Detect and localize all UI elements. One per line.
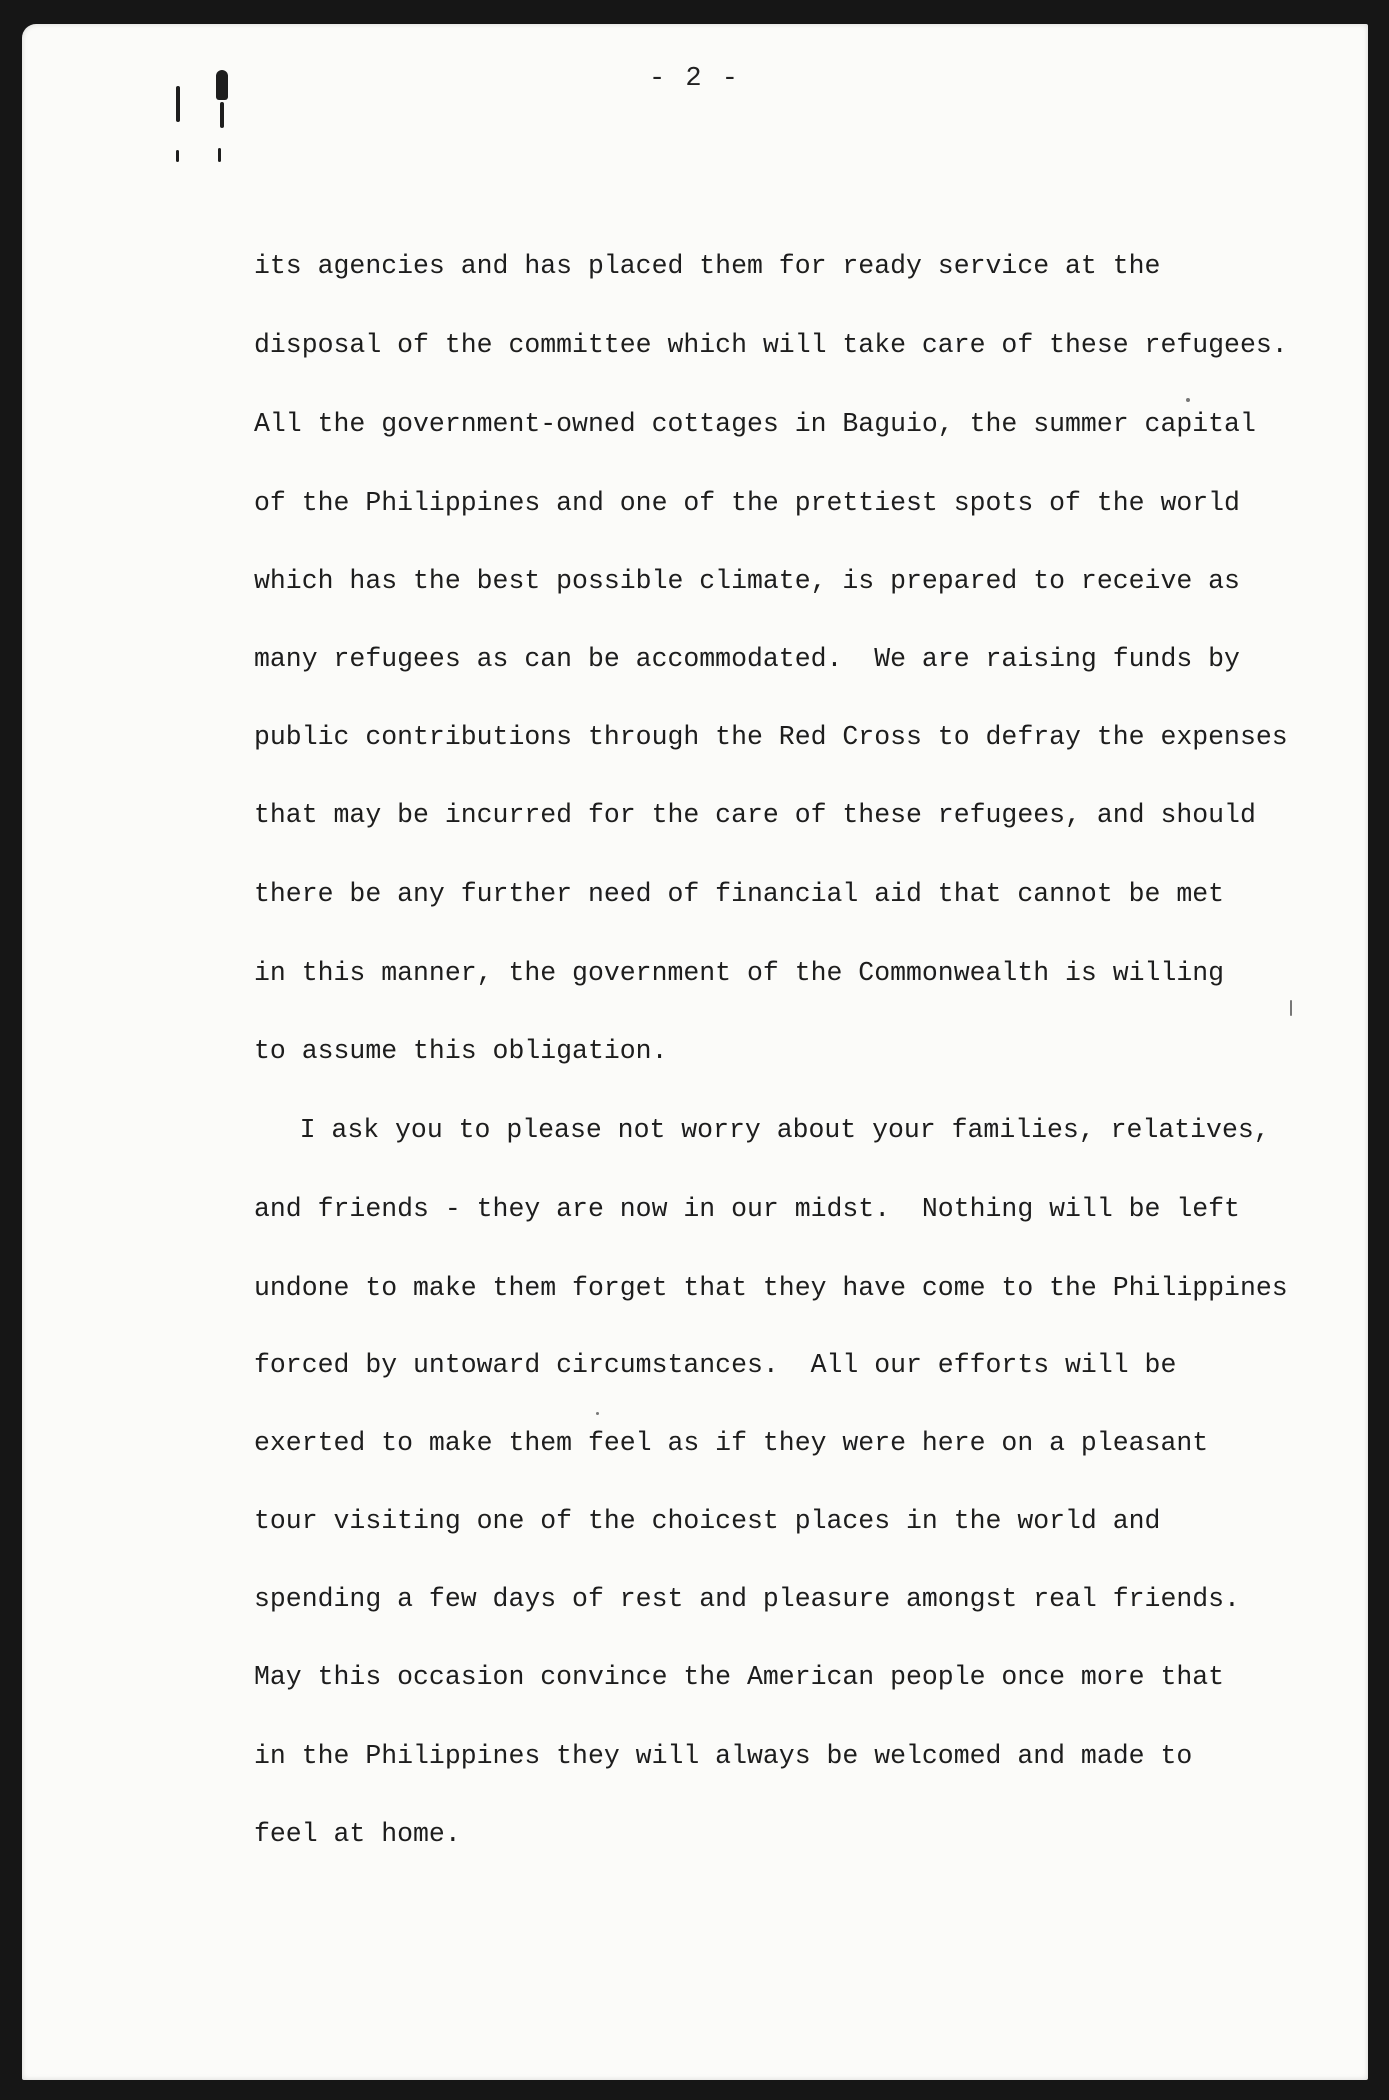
text-line: May this occasion convince the American people once more that: [254, 1662, 1225, 1692]
text-line: All the government-owned cottages in Baguio, the summer capital: [254, 409, 1256, 439]
text-line: I ask you to please not worry about your families, relatives,: [236, 1115, 1270, 1145]
text-line: undone to make them forget that they have come to the Philippines: [254, 1273, 1288, 1303]
text-line: there be any further need of financial aid that cannot be met: [254, 879, 1225, 909]
text-line: in this manner, the government of the Commonwealth is willing: [254, 958, 1225, 988]
text-line: exerted to make them feel as if they were here on a pleasant: [254, 1428, 1209, 1458]
text-line: and friends - they are now in our midst. Nothing will be left: [254, 1194, 1240, 1224]
text-line: of the Philippines and one of the prettiest spots of the world: [254, 488, 1240, 518]
text-line: feel at home.: [254, 1819, 461, 1849]
text-line: that may be incurred for the care of these refugees, and should: [254, 800, 1256, 830]
text-line: disposal of the committee which will take care of these refugees.: [254, 330, 1288, 360]
ink-smudge-mark: [218, 148, 221, 162]
text-line: public contributions through the Red Cross to defray the expenses: [254, 722, 1288, 752]
page-number: - 2 -: [648, 64, 740, 94]
text-line: spending a few days of rest and pleasure amongst real friends.: [254, 1584, 1240, 1614]
paper-speck: [1186, 398, 1190, 402]
text-line: in the Philippines they will always be welcomed and made to: [254, 1741, 1193, 1771]
ink-smudge-mark: [220, 102, 224, 128]
paper-speck: [1290, 1000, 1292, 1016]
paper-speck: [596, 1412, 599, 1415]
text-line: many refugees as can be accommodated. We are raising funds by: [254, 644, 1240, 674]
text-line: its agencies and has placed them for ready service at the: [254, 251, 1161, 281]
ink-smudge-mark: [176, 150, 179, 162]
text-line: tour visiting one of the choicest places in the world and: [254, 1506, 1161, 1536]
text-line: to assume this obligation.: [254, 1036, 668, 1066]
text-line: which has the best possible climate, is prepared to receive as: [254, 566, 1240, 596]
text-line: forced by untoward circumstances. All our efforts will be: [254, 1350, 1177, 1380]
